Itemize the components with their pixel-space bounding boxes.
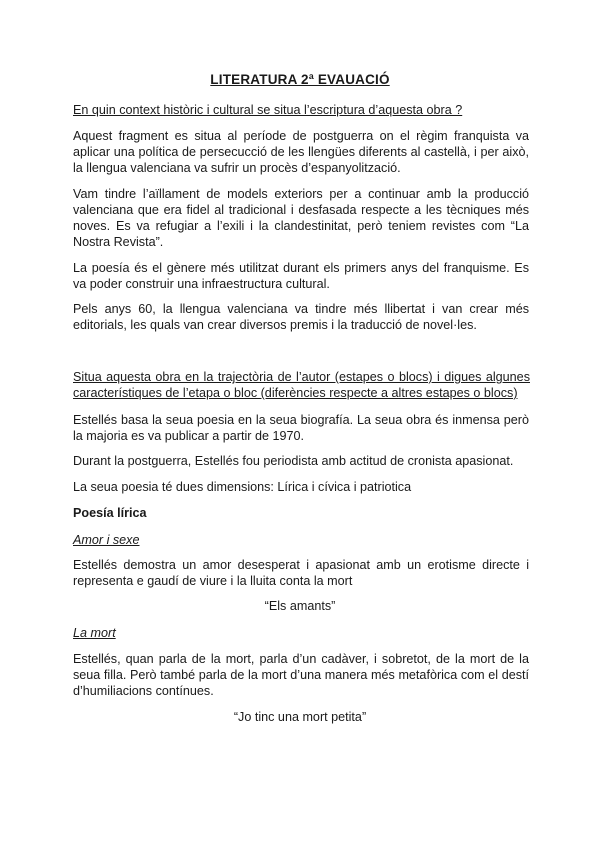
paragraph-death: Estellés, quan parla de la mort, parla d’un cadàver, i sobretot, de la mort de la seua filla. Però també parla de la mort d’una manera més metafòrica com el destí d’humiliacions contínues. [73, 652, 529, 698]
subheading-love: Amor i sexe [73, 533, 140, 547]
question-context: En quin context històric i cultural se situa l’escriptura d’aquesta obra ? [73, 103, 463, 117]
example-mort-petita: “Jo tinc una mort petita” [233, 710, 367, 724]
heading-lyric-poetry: Poesía lírica [73, 506, 147, 520]
paragraph-dimensions: La seua poesia té dues dimensions: Lírica i cívica i patriotica [73, 480, 412, 494]
paragraph-sixties: Pels anys 60, la llengua valenciana va tindre més llibertat i van crear més editorials, les quals van crear diversos premis i la traducció de novel·les. [73, 302, 529, 332]
subheading-death: La mort [73, 626, 116, 640]
paragraph-biography: Estellés basa la seua poesia en la seua biografía. La seua obra és inmensa però la majoria es va publicar a partir de 1970. [73, 413, 529, 443]
paragraph-isolation: Vam tindre l’aïllament de models exteriors per a continuar amb la producció valenciana que era fidel al tradicional i desfasada respecte a les tècniques més noves. Es va refugiar a l’exili i la clandestinitat, però teniem revistes com “La Nostra Revista”. [73, 187, 529, 249]
paragraph-journalist: Durant la postguerra, Estellés fou periodista amb actitud de cronista apasionat. [73, 454, 514, 468]
paragraph-poetry-genre: La poesía és el gènere més utilitzat durant els primers anys del franquisme. Es va poder construir una infraestructura cultural. [73, 261, 529, 291]
paragraph-postwar: Aquest fragment es situa al període de postguerra on el règim franquista va aplicar una política de persecucció de les llengües diferents al castellà, i per això, la llengua valenciana va sufrir un procès d’espanyolització. [73, 129, 529, 175]
document-title: LITERATURA 2ª EVAUACIÓ [210, 72, 390, 87]
paragraph-love: Estellés demostra un amor desesperat i apasionat amb un erotisme directe i representa e gaudí de viure i la lluita conta la mort [73, 558, 529, 588]
example-els-amants: “Els amants” [264, 599, 336, 613]
question-trajectory: Situa aquesta obra en la trajectòria de l’autor (estapes o blocs) i digues algunes característiques de l’etapa o bloc (diferències respecte a altres estapes o blocs) [73, 370, 530, 400]
